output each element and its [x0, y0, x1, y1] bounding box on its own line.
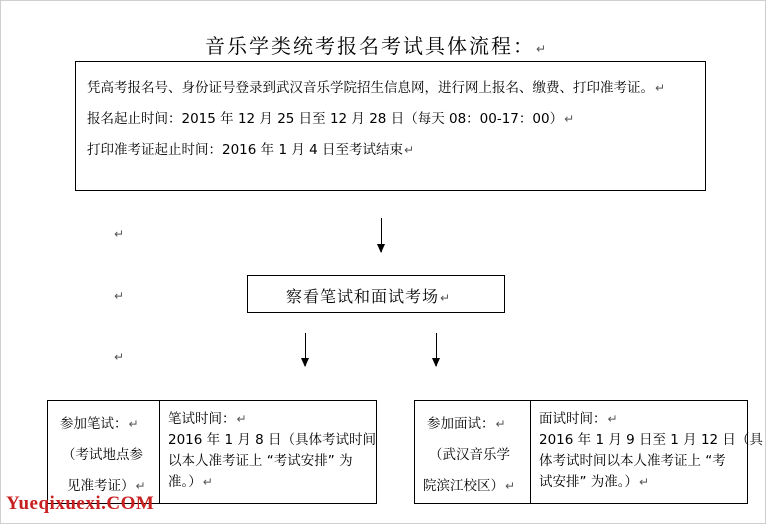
interview-right-line-1: [539, 407, 618, 427]
interview-table: [414, 400, 763, 504]
written-exam-table: [47, 400, 377, 504]
paragraph-mark: ↵: [128, 417, 139, 431]
interview-right-line-4: [539, 470, 649, 490]
written-exam-left-text-1: 参加笔试：: [60, 416, 128, 432]
registration-line-2: [87, 107, 574, 127]
written-exam-right-line-4: [168, 470, 213, 490]
registration-box: [75, 61, 706, 191]
down-arrow-icon: [381, 218, 382, 252]
written-exam-right-text-1: 笔试时间：: [168, 411, 236, 427]
written-exam-left-cell: [48, 401, 160, 503]
paragraph-mark: ↵: [202, 475, 213, 489]
written-exam-right-text-4: 准。）: [168, 474, 202, 490]
interview-left-cell: [415, 401, 531, 503]
paragraph-mark: ↵: [505, 479, 516, 493]
paragraph-mark: ↵: [236, 412, 247, 426]
registration-line-3: [87, 138, 414, 158]
interview-left-text-3: 院滨江校区）: [423, 478, 504, 494]
paragraph-mark: ↵: [564, 112, 575, 126]
registration-line-2-text: 报名起止时间：2015 年 12 月 25 日至 12 月 28 日（每天 08：00-17：00）: [87, 111, 564, 127]
registration-line-1: [87, 76, 665, 96]
paragraph-mark: ↵: [639, 475, 650, 489]
paragraph-mark: ↵: [607, 412, 618, 426]
check-exam-room-label: [286, 284, 451, 307]
interview-left-line-3: [423, 474, 515, 494]
interview-right-line-2: 2016 年 1 月 9 日至 1 月 12 日（具: [539, 432, 763, 448]
paragraph-mark: ↵: [536, 42, 549, 56]
check-exam-room-text: 察看笔试和面试考场: [286, 287, 440, 306]
written-exam-right-line-2: 2016 年 1 月 8 日（具体考试时间: [168, 432, 376, 448]
paragraph-mark: ↵: [440, 291, 452, 305]
written-exam-left-line-2: （考试地点参: [62, 447, 143, 463]
site-watermark: Yueqixuexi.COM: [6, 493, 155, 514]
interview-right-line-3: 体考试时间以本人准考证上 “考: [539, 453, 726, 469]
interview-left-line-1: [427, 412, 506, 432]
paragraph-mark: ↵: [114, 350, 125, 364]
paragraph-mark: ↵: [114, 289, 125, 303]
written-exam-right-line-1: [168, 407, 247, 427]
paragraph-mark: ↵: [114, 227, 125, 241]
paragraph-mark: ↵: [655, 81, 666, 95]
interview-right-text-1: 面试时间：: [539, 411, 607, 427]
registration-line-3-text: 打印准考证起止时间：2016 年 1 月 4 日至考试结束: [87, 142, 403, 158]
written-exam-left-line-1: [60, 412, 139, 432]
interview-left-line-2: （武汉音乐学: [429, 447, 510, 463]
down-arrow-icon: [305, 333, 306, 366]
interview-right-cell: [531, 401, 763, 503]
interview-right-text-4: 试安排” 为准。）: [539, 474, 639, 490]
written-exam-left-text-3: 见准考证）: [67, 478, 135, 494]
written-exam-right-cell: [160, 401, 376, 503]
registration-line-1-text: 凭高考报名号、身份证号登录到武汉音乐学院招生信息网，进行网上报名、缴费、打印准考证。: [87, 80, 654, 96]
written-exam-left-line-3: [67, 474, 146, 494]
interview-left-text-1: 参加面试：: [427, 416, 495, 432]
down-arrow-icon: [436, 333, 437, 366]
written-exam-right-line-3: 以本人准考证上 “考试安排” 为: [168, 453, 353, 469]
page-title: [205, 30, 548, 59]
paragraph-mark: ↵: [135, 479, 146, 493]
paragraph-mark: ↵: [495, 417, 506, 431]
check-exam-room-box: [247, 275, 505, 313]
title-text: 音乐学类统考报名考试具体流程：: [205, 34, 535, 58]
paragraph-mark: ↵: [404, 143, 415, 157]
